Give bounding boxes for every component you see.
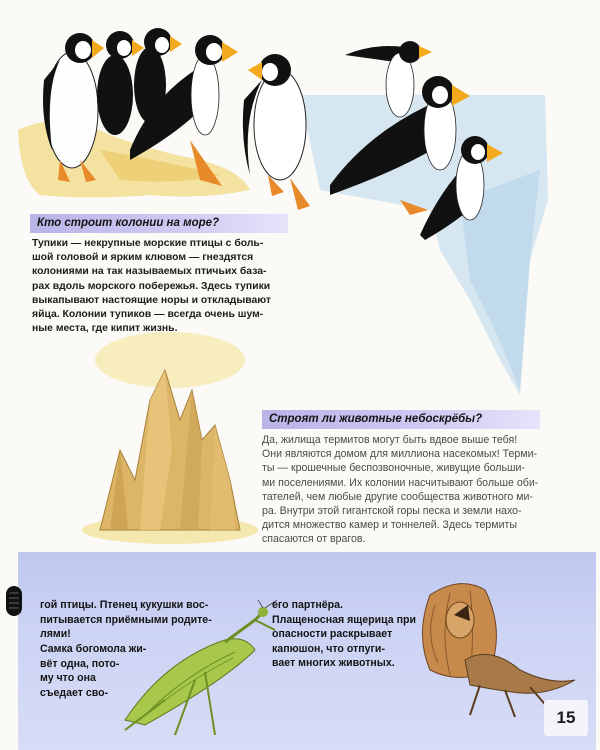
question-banner-puffins: [30, 214, 288, 233]
strip-text-lizard: его партнёра. Плащеносная ящерица при опасности раскрывает капюшон, что отпуги- вает многих животных.: [272, 599, 416, 670]
beetle-icon: [6, 586, 22, 616]
strip-text-mantis: Самка богомола жи- вёт одна, пото- му что она съедает сво-: [40, 643, 147, 699]
paragraph-termites: Да, жилища термитов могут быть вдвое выше тебя! Они являются домом для миллиона насекомых! Терми- ты — крошечные беспозвоночные, живущие больши- ми поселениями. Их колонии насчитывают больше оби- тателей, чем любые другие сообщества животного ми- ра. Внутри этой гигантской горы песка и земли нахо- дится множество камер и тоннелей. Здесь термиты спасаются от врагов.: [262, 434, 539, 546]
paragraph-puffins: Тупики — некрупные морские птицы с боль- шой головой и ярким клювом — гнездятся колониями на так называемых птичьих база- рах вдоль морского побережья. Здесь тупики выкапывают настоящие норы и откладывают яйца. Колонии тупиков — всегда очень шум- ные места, где кипит жизнь.: [32, 238, 271, 335]
puffin-group: [43, 28, 503, 240]
question-title-termites: Строят ли животные небоскрёбы?: [269, 413, 483, 425]
termite-mound-illustration: [80, 330, 260, 545]
strip-text-cuckoo: гой птицы. Птенец кукушки вос- питывается приёмными родите- лями!: [40, 599, 212, 641]
question-banner-termites: [262, 410, 540, 429]
question-title-puffins: Кто строит колонии на море?: [37, 217, 220, 229]
page-number: 15: [544, 700, 588, 736]
